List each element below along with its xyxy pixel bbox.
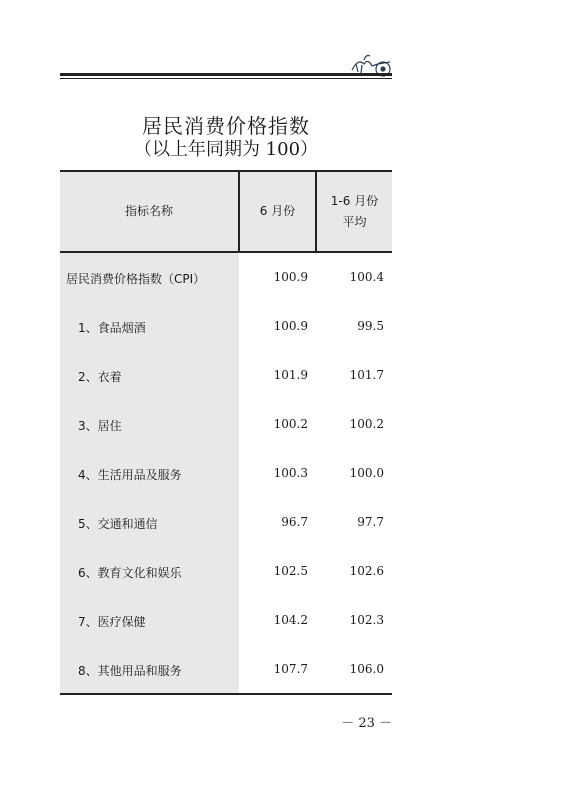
table-row [60,319,392,339]
row-month-value: 104.2 [273,613,308,627]
row-average-value: 99.5 [357,319,384,333]
row-month-value: 96.7 [281,515,308,529]
row-month-value: 100.2 [273,417,308,431]
row-month-value: 100.9 [273,270,308,284]
row-average-value: 97.7 [357,515,384,529]
header-indicator-name: 指标名称 [124,204,173,218]
row-name: 1、食品烟酒 [78,321,146,335]
header-month: 6 月份 [259,204,296,218]
row-average-value: 100.0 [349,466,384,480]
row-month-value: 100.3 [273,466,308,480]
row-name: 7、医疗保健 [78,615,146,629]
row-average-value: 100.2 [349,417,384,431]
row-name: 居民消费价格指数（CPI） [66,272,206,286]
row-name: 2、衣着 [78,370,122,384]
row-month-value: 102.5 [273,564,308,578]
header-rule-thick [60,73,392,76]
row-average-value: 101.7 [349,368,384,382]
row-average-value: 100.4 [349,270,384,284]
row-name: 3、居住 [78,419,122,433]
table-row [60,270,392,290]
header-average [317,172,392,251]
row-month-value: 101.9 [273,368,308,382]
table-row [60,466,392,486]
row-month-value: 100.9 [273,319,308,333]
header-rule-thin [60,78,392,79]
header-average-line1: 1-6 月份 [330,193,379,208]
row-name: 8、其他用品和服务 [78,664,182,678]
row-average-value: 102.6 [349,564,384,578]
page-title: 居民消费价格指数 [142,114,310,138]
row-average-value: 102.3 [349,613,384,627]
row-name: 5、交通和通信 [78,517,158,531]
table-header-rule [60,251,392,253]
row-average-value: 106.0 [349,662,384,676]
table-row [60,662,392,682]
table-row [60,515,392,535]
page-number: － 23 － [341,716,392,731]
header-average-line2: 平均 [342,214,367,229]
row-name: 4、生活用品及服务 [78,468,182,482]
cpi-table [60,170,392,695]
table-row [60,564,392,584]
row-name: 6、教育文化和娱乐 [78,566,182,580]
page-subtitle: （以上年同期为 100） [133,139,319,160]
table-row [60,368,392,388]
table-bottom-rule [60,693,392,695]
table-row [60,417,392,437]
table-row [60,613,392,633]
row-month-value: 107.7 [273,662,308,676]
